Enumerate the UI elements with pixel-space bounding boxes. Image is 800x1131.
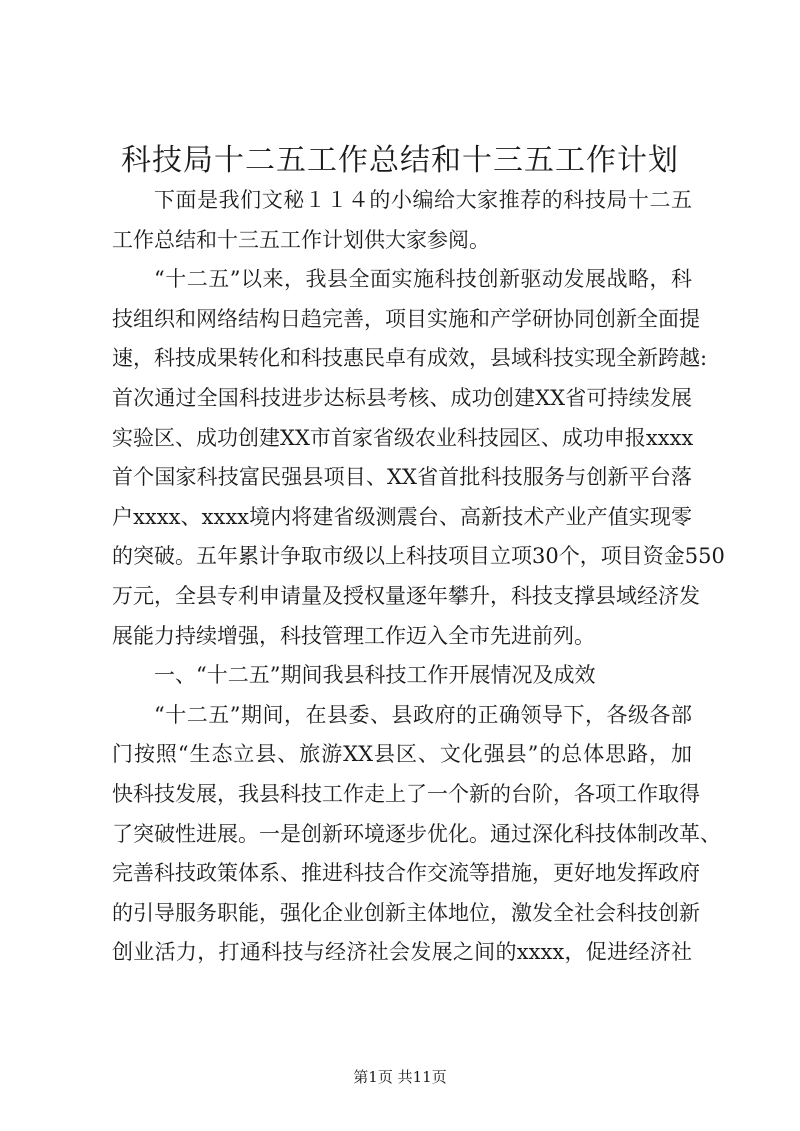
text-line: 一、“十二五”期间我县科技工作开展情况及成效 — [154, 663, 596, 688]
document-title: 科技局十二五工作总结和十三五工作计划 — [121, 143, 679, 178]
text-line: 首个国家科技富民强县项目、XX省首批科技服务与创新平台落 — [112, 465, 692, 490]
text-line: 万元，全县专利申请量及授权量逐年攀升，科技支撑县域经济发 — [112, 583, 700, 608]
text-line: 快科技发展，我县科技工作走上了一个新的台阶，各项工作取得 — [112, 781, 700, 806]
text-line: 实验区、成功创建XX市首家省级农业科技园区、成功申报xxxx — [112, 425, 694, 450]
text-line: 户xxxx、xxxx境内将建省级测震台、高新技术产业产值实现零 — [112, 504, 692, 529]
text-line: 的引导服务职能，强化企业创新主体地位，激发全社会科技创新 — [112, 900, 700, 925]
text-line: 创业活力，打通科技与经济社会发展之间的xxxx，促进经济社 — [112, 940, 692, 965]
text-line: 速，科技成果转化和科技惠民卓有成效，县域科技实现全新跨越: — [112, 346, 708, 371]
text-line: 工作总结和十三五工作计划供大家参阅。 — [112, 227, 490, 252]
page-number: 第1页 共11页 — [353, 1068, 447, 1086]
text-line: “十二五”期间，在县委、县政府的正确领导下，各级各部 — [154, 702, 692, 727]
text-line: 首次通过全国科技进步达标县考核、成功创建XX省可持续发展 — [112, 385, 692, 410]
text-line: 下面是我们文秘１１４的小编给大家推荐的科技局十二五 — [154, 188, 692, 212]
text-line: “十二五”以来，我县全面实施科技创新驱动发展战略，科 — [154, 267, 692, 292]
text-line: 展能力持续增强，科技管理工作迈入全市先进前列。 — [112, 623, 595, 648]
document-body — [112, 181, 725, 973]
text-line: 门按照“生态立县、旅游XX县区、文化强县”的总体思路，加 — [112, 742, 692, 767]
text-line: 了突破性进展。一是创新环境逐步优化。通过深化科技体制改革、 — [112, 821, 721, 846]
text-line: 的突破。五年累计争取市级以上科技项目立项30个，项目资金550 — [112, 544, 725, 569]
text-line: 技组织和网络结构日趋完善，项目实施和产学研协同创新全面提 — [112, 306, 700, 331]
text-line: 完善科技政策体系、推进科技合作交流等措施，更好地发挥政府 — [112, 861, 700, 886]
